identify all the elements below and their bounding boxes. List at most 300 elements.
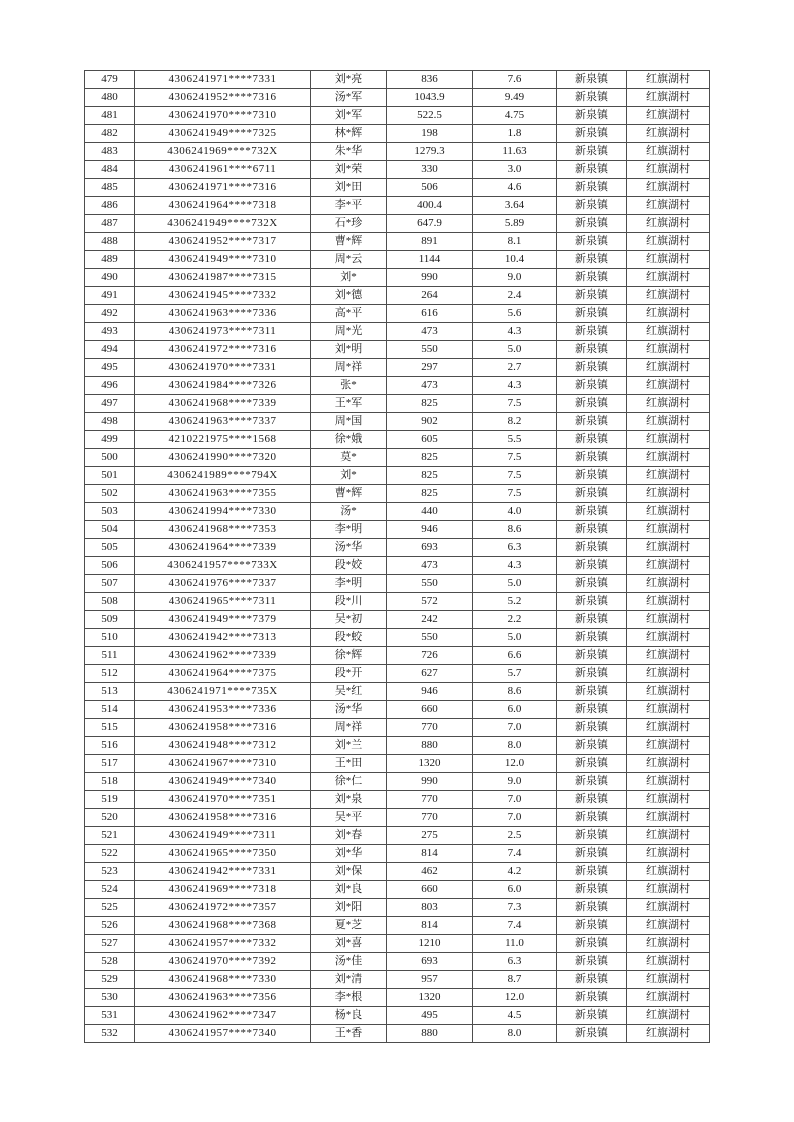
cell-amount: 770 bbox=[387, 791, 473, 809]
cell-town: 新泉镇 bbox=[557, 287, 627, 305]
table-row bbox=[85, 665, 710, 683]
cell-quantity: 7.3 bbox=[473, 899, 557, 917]
cell-village: 红旗湖村 bbox=[627, 989, 710, 1007]
cell-amount: 693 bbox=[387, 539, 473, 557]
cell-id-number: 4306241964****7375 bbox=[135, 665, 311, 683]
cell-village: 红旗湖村 bbox=[627, 395, 710, 413]
cell-village: 红旗湖村 bbox=[627, 773, 710, 791]
cell-town: 新泉镇 bbox=[557, 737, 627, 755]
cell-id-number: 4306241971****7316 bbox=[135, 179, 311, 197]
cell-quantity: 6.0 bbox=[473, 701, 557, 719]
cell-serial: 498 bbox=[85, 413, 135, 431]
cell-name: 徐*娥 bbox=[311, 431, 387, 449]
cell-amount: 891 bbox=[387, 233, 473, 251]
cell-town: 新泉镇 bbox=[557, 791, 627, 809]
cell-name: 段*蛟 bbox=[311, 629, 387, 647]
cell-name: 段*开 bbox=[311, 665, 387, 683]
cell-village: 红旗湖村 bbox=[627, 935, 710, 953]
cell-amount: 506 bbox=[387, 179, 473, 197]
table-row bbox=[85, 323, 710, 341]
cell-village: 红旗湖村 bbox=[627, 413, 710, 431]
cell-serial: 524 bbox=[85, 881, 135, 899]
cell-quantity: 2.5 bbox=[473, 827, 557, 845]
cell-village: 红旗湖村 bbox=[627, 611, 710, 629]
cell-quantity: 4.75 bbox=[473, 107, 557, 125]
cell-town: 新泉镇 bbox=[557, 827, 627, 845]
cell-village: 红旗湖村 bbox=[627, 827, 710, 845]
cell-town: 新泉镇 bbox=[557, 1025, 627, 1043]
cell-amount: 660 bbox=[387, 701, 473, 719]
cell-town: 新泉镇 bbox=[557, 881, 627, 899]
table-row bbox=[85, 953, 710, 971]
table-row bbox=[85, 1025, 710, 1043]
cell-town: 新泉镇 bbox=[557, 989, 627, 1007]
cell-serial: 499 bbox=[85, 431, 135, 449]
cell-serial: 502 bbox=[85, 485, 135, 503]
table-row bbox=[85, 89, 710, 107]
cell-village: 红旗湖村 bbox=[627, 881, 710, 899]
cell-village: 红旗湖村 bbox=[627, 305, 710, 323]
cell-village: 红旗湖村 bbox=[627, 197, 710, 215]
cell-serial: 528 bbox=[85, 953, 135, 971]
cell-name: 汤* bbox=[311, 503, 387, 521]
cell-quantity: 5.5 bbox=[473, 431, 557, 449]
cell-id-number: 4306241968****7368 bbox=[135, 917, 311, 935]
table-row bbox=[85, 539, 710, 557]
cell-quantity: 6.0 bbox=[473, 881, 557, 899]
cell-quantity: 7.0 bbox=[473, 719, 557, 737]
cell-id-number: 4306241957****7332 bbox=[135, 935, 311, 953]
cell-name: 张* bbox=[311, 377, 387, 395]
cell-name: 周*祥 bbox=[311, 719, 387, 737]
table-row bbox=[85, 251, 710, 269]
cell-quantity: 8.0 bbox=[473, 1025, 557, 1043]
cell-serial: 516 bbox=[85, 737, 135, 755]
cell-amount: 1320 bbox=[387, 755, 473, 773]
cell-town: 新泉镇 bbox=[557, 197, 627, 215]
table-row bbox=[85, 503, 710, 521]
cell-amount: 726 bbox=[387, 647, 473, 665]
cell-serial: 520 bbox=[85, 809, 135, 827]
cell-town: 新泉镇 bbox=[557, 539, 627, 557]
cell-town: 新泉镇 bbox=[557, 323, 627, 341]
cell-id-number: 4306241949****7340 bbox=[135, 773, 311, 791]
cell-amount: 330 bbox=[387, 161, 473, 179]
cell-serial: 489 bbox=[85, 251, 135, 269]
cell-serial: 482 bbox=[85, 125, 135, 143]
table-row bbox=[85, 395, 710, 413]
cell-amount: 647.9 bbox=[387, 215, 473, 233]
cell-quantity: 7.6 bbox=[473, 71, 557, 89]
cell-id-number: 4306241964****7318 bbox=[135, 197, 311, 215]
cell-town: 新泉镇 bbox=[557, 143, 627, 161]
cell-amount: 264 bbox=[387, 287, 473, 305]
cell-amount: 1144 bbox=[387, 251, 473, 269]
table-row bbox=[85, 269, 710, 287]
cell-id-number: 4306241945****7332 bbox=[135, 287, 311, 305]
cell-quantity: 7.5 bbox=[473, 485, 557, 503]
cell-id-number: 4306241973****7311 bbox=[135, 323, 311, 341]
table-row bbox=[85, 485, 710, 503]
cell-serial: 510 bbox=[85, 629, 135, 647]
cell-serial: 515 bbox=[85, 719, 135, 737]
cell-quantity: 7.5 bbox=[473, 449, 557, 467]
cell-amount: 550 bbox=[387, 629, 473, 647]
cell-village: 红旗湖村 bbox=[627, 125, 710, 143]
cell-amount: 946 bbox=[387, 521, 473, 539]
cell-name: 刘*德 bbox=[311, 287, 387, 305]
cell-id-number: 4306241962****7347 bbox=[135, 1007, 311, 1025]
cell-id-number: 4306241961****6711 bbox=[135, 161, 311, 179]
table-row bbox=[85, 719, 710, 737]
cell-id-number: 4306241972****7357 bbox=[135, 899, 311, 917]
cell-amount: 400.4 bbox=[387, 197, 473, 215]
cell-name: 吴*平 bbox=[311, 809, 387, 827]
cell-name: 夏*芝 bbox=[311, 917, 387, 935]
cell-name: 周*祥 bbox=[311, 359, 387, 377]
cell-village: 红旗湖村 bbox=[627, 467, 710, 485]
cell-id-number: 4306241972****7316 bbox=[135, 341, 311, 359]
cell-amount: 1279.3 bbox=[387, 143, 473, 161]
cell-name: 刘*华 bbox=[311, 845, 387, 863]
cell-village: 红旗湖村 bbox=[627, 737, 710, 755]
cell-town: 新泉镇 bbox=[557, 377, 627, 395]
cell-name: 王*香 bbox=[311, 1025, 387, 1043]
table-row bbox=[85, 521, 710, 539]
table-row bbox=[85, 629, 710, 647]
cell-quantity: 5.0 bbox=[473, 341, 557, 359]
cell-town: 新泉镇 bbox=[557, 467, 627, 485]
cell-quantity: 8.1 bbox=[473, 233, 557, 251]
cell-amount: 836 bbox=[387, 71, 473, 89]
table-row bbox=[85, 611, 710, 629]
cell-village: 红旗湖村 bbox=[627, 449, 710, 467]
table-row bbox=[85, 863, 710, 881]
cell-serial: 523 bbox=[85, 863, 135, 881]
cell-id-number: 4306241989****794X bbox=[135, 467, 311, 485]
cell-serial: 525 bbox=[85, 899, 135, 917]
cell-town: 新泉镇 bbox=[557, 611, 627, 629]
cell-amount: 627 bbox=[387, 665, 473, 683]
cell-amount: 660 bbox=[387, 881, 473, 899]
cell-id-number: 4306241970****7331 bbox=[135, 359, 311, 377]
cell-village: 红旗湖村 bbox=[627, 233, 710, 251]
cell-quantity: 4.6 bbox=[473, 179, 557, 197]
cell-village: 红旗湖村 bbox=[627, 287, 710, 305]
table-row bbox=[85, 179, 710, 197]
cell-id-number: 4306241942****7313 bbox=[135, 629, 311, 647]
cell-village: 红旗湖村 bbox=[627, 143, 710, 161]
cell-amount: 803 bbox=[387, 899, 473, 917]
cell-serial: 532 bbox=[85, 1025, 135, 1043]
cell-village: 红旗湖村 bbox=[627, 485, 710, 503]
cell-town: 新泉镇 bbox=[557, 935, 627, 953]
cell-amount: 242 bbox=[387, 611, 473, 629]
cell-town: 新泉镇 bbox=[557, 971, 627, 989]
cell-village: 红旗湖村 bbox=[627, 971, 710, 989]
cell-quantity: 1.8 bbox=[473, 125, 557, 143]
cell-town: 新泉镇 bbox=[557, 809, 627, 827]
cell-quantity: 8.6 bbox=[473, 683, 557, 701]
cell-serial: 522 bbox=[85, 845, 135, 863]
table-row bbox=[85, 1007, 710, 1025]
table-row bbox=[85, 125, 710, 143]
cell-amount: 198 bbox=[387, 125, 473, 143]
cell-id-number: 4306241958****7316 bbox=[135, 719, 311, 737]
cell-amount: 550 bbox=[387, 341, 473, 359]
cell-serial: 491 bbox=[85, 287, 135, 305]
cell-id-number: 4306241953****7336 bbox=[135, 701, 311, 719]
cell-amount: 1043.9 bbox=[387, 89, 473, 107]
cell-town: 新泉镇 bbox=[557, 701, 627, 719]
cell-quantity: 7.0 bbox=[473, 809, 557, 827]
cell-name: 刘*保 bbox=[311, 863, 387, 881]
cell-village: 红旗湖村 bbox=[627, 107, 710, 125]
table-row bbox=[85, 233, 710, 251]
cell-quantity: 6.3 bbox=[473, 953, 557, 971]
cell-quantity: 7.0 bbox=[473, 791, 557, 809]
table-row bbox=[85, 647, 710, 665]
cell-quantity: 9.0 bbox=[473, 269, 557, 287]
cell-name: 李*根 bbox=[311, 989, 387, 1007]
cell-village: 红旗湖村 bbox=[627, 323, 710, 341]
cell-serial: 504 bbox=[85, 521, 135, 539]
cell-id-number: 4306241962****7339 bbox=[135, 647, 311, 665]
cell-town: 新泉镇 bbox=[557, 503, 627, 521]
cell-serial: 511 bbox=[85, 647, 135, 665]
cell-serial: 492 bbox=[85, 305, 135, 323]
cell-serial: 493 bbox=[85, 323, 135, 341]
cell-amount: 462 bbox=[387, 863, 473, 881]
cell-amount: 814 bbox=[387, 845, 473, 863]
cell-id-number: 4306241952****7316 bbox=[135, 89, 311, 107]
cell-id-number: 4306241968****7339 bbox=[135, 395, 311, 413]
cell-village: 红旗湖村 bbox=[627, 431, 710, 449]
cell-town: 新泉镇 bbox=[557, 1007, 627, 1025]
cell-name: 李*明 bbox=[311, 575, 387, 593]
cell-id-number: 4306241942****7331 bbox=[135, 863, 311, 881]
cell-id-number: 4306241965****7350 bbox=[135, 845, 311, 863]
cell-quantity: 4.3 bbox=[473, 377, 557, 395]
cell-quantity: 6.6 bbox=[473, 647, 557, 665]
cell-quantity: 5.7 bbox=[473, 665, 557, 683]
table-row bbox=[85, 341, 710, 359]
cell-quantity: 12.0 bbox=[473, 755, 557, 773]
cell-village: 红旗湖村 bbox=[627, 215, 710, 233]
cell-name: 刘*兰 bbox=[311, 737, 387, 755]
cell-quantity: 4.5 bbox=[473, 1007, 557, 1025]
cell-serial: 503 bbox=[85, 503, 135, 521]
cell-id-number: 4306241971****735X bbox=[135, 683, 311, 701]
cell-town: 新泉镇 bbox=[557, 305, 627, 323]
subsidy-table bbox=[84, 70, 710, 1043]
cell-town: 新泉镇 bbox=[557, 413, 627, 431]
cell-quantity: 2.7 bbox=[473, 359, 557, 377]
cell-serial: 512 bbox=[85, 665, 135, 683]
cell-village: 红旗湖村 bbox=[627, 755, 710, 773]
cell-name: 曹*辉 bbox=[311, 485, 387, 503]
cell-town: 新泉镇 bbox=[557, 215, 627, 233]
table-row bbox=[85, 899, 710, 917]
cell-name: 石*珍 bbox=[311, 215, 387, 233]
cell-quantity: 5.0 bbox=[473, 575, 557, 593]
cell-serial: 500 bbox=[85, 449, 135, 467]
cell-name: 刘* bbox=[311, 467, 387, 485]
cell-town: 新泉镇 bbox=[557, 575, 627, 593]
table-row bbox=[85, 467, 710, 485]
cell-village: 红旗湖村 bbox=[627, 269, 710, 287]
cell-name: 刘*明 bbox=[311, 341, 387, 359]
cell-serial: 507 bbox=[85, 575, 135, 593]
cell-serial: 508 bbox=[85, 593, 135, 611]
cell-village: 红旗湖村 bbox=[627, 665, 710, 683]
cell-id-number: 4306241952****7317 bbox=[135, 233, 311, 251]
cell-quantity: 3.64 bbox=[473, 197, 557, 215]
cell-village: 红旗湖村 bbox=[627, 791, 710, 809]
cell-village: 红旗湖村 bbox=[627, 701, 710, 719]
cell-id-number: 4306241970****7351 bbox=[135, 791, 311, 809]
cell-id-number: 4306241971****7331 bbox=[135, 71, 311, 89]
cell-serial: 486 bbox=[85, 197, 135, 215]
cell-town: 新泉镇 bbox=[557, 665, 627, 683]
cell-town: 新泉镇 bbox=[557, 593, 627, 611]
cell-name: 刘*喜 bbox=[311, 935, 387, 953]
cell-name: 汤*华 bbox=[311, 701, 387, 719]
cell-serial: 488 bbox=[85, 233, 135, 251]
cell-town: 新泉镇 bbox=[557, 251, 627, 269]
cell-id-number: 4306241949****7311 bbox=[135, 827, 311, 845]
cell-serial: 505 bbox=[85, 539, 135, 557]
cell-quantity: 2.2 bbox=[473, 611, 557, 629]
cell-quantity: 11.0 bbox=[473, 935, 557, 953]
cell-name: 刘*清 bbox=[311, 971, 387, 989]
table-row bbox=[85, 791, 710, 809]
cell-serial: 513 bbox=[85, 683, 135, 701]
cell-id-number: 4306241949****7310 bbox=[135, 251, 311, 269]
cell-village: 红旗湖村 bbox=[627, 593, 710, 611]
cell-id-number: 4306241963****7337 bbox=[135, 413, 311, 431]
cell-name: 刘*田 bbox=[311, 179, 387, 197]
cell-id-number: 4210221975****1568 bbox=[135, 431, 311, 449]
cell-village: 红旗湖村 bbox=[627, 359, 710, 377]
cell-town: 新泉镇 bbox=[557, 269, 627, 287]
table-row bbox=[85, 755, 710, 773]
cell-id-number: 4306241990****7320 bbox=[135, 449, 311, 467]
cell-amount: 990 bbox=[387, 269, 473, 287]
cell-town: 新泉镇 bbox=[557, 953, 627, 971]
cell-name: 汤*军 bbox=[311, 89, 387, 107]
cell-amount: 473 bbox=[387, 557, 473, 575]
table-row bbox=[85, 701, 710, 719]
cell-name: 刘*春 bbox=[311, 827, 387, 845]
cell-village: 红旗湖村 bbox=[627, 161, 710, 179]
cell-amount: 825 bbox=[387, 485, 473, 503]
cell-town: 新泉镇 bbox=[557, 719, 627, 737]
cell-serial: 531 bbox=[85, 1007, 135, 1025]
cell-village: 红旗湖村 bbox=[627, 1007, 710, 1025]
cell-id-number: 4306241976****7337 bbox=[135, 575, 311, 593]
cell-serial: 497 bbox=[85, 395, 135, 413]
table-row bbox=[85, 575, 710, 593]
cell-name: 刘*亮 bbox=[311, 71, 387, 89]
cell-id-number: 4306241965****7311 bbox=[135, 593, 311, 611]
cell-quantity: 12.0 bbox=[473, 989, 557, 1007]
cell-town: 新泉镇 bbox=[557, 557, 627, 575]
cell-amount: 825 bbox=[387, 467, 473, 485]
cell-amount: 572 bbox=[387, 593, 473, 611]
cell-quantity: 7.4 bbox=[473, 845, 557, 863]
cell-town: 新泉镇 bbox=[557, 647, 627, 665]
cell-amount: 957 bbox=[387, 971, 473, 989]
table-row bbox=[85, 143, 710, 161]
cell-quantity: 9.49 bbox=[473, 89, 557, 107]
cell-town: 新泉镇 bbox=[557, 917, 627, 935]
cell-town: 新泉镇 bbox=[557, 71, 627, 89]
cell-id-number: 4306241957****733X bbox=[135, 557, 311, 575]
cell-town: 新泉镇 bbox=[557, 683, 627, 701]
cell-quantity: 5.2 bbox=[473, 593, 557, 611]
cell-town: 新泉镇 bbox=[557, 341, 627, 359]
cell-town: 新泉镇 bbox=[557, 161, 627, 179]
cell-serial: 481 bbox=[85, 107, 135, 125]
table-row bbox=[85, 683, 710, 701]
cell-village: 红旗湖村 bbox=[627, 863, 710, 881]
cell-town: 新泉镇 bbox=[557, 629, 627, 647]
cell-amount: 297 bbox=[387, 359, 473, 377]
table-row bbox=[85, 773, 710, 791]
cell-amount: 902 bbox=[387, 413, 473, 431]
cell-village: 红旗湖村 bbox=[627, 845, 710, 863]
table-row bbox=[85, 161, 710, 179]
table-row bbox=[85, 845, 710, 863]
cell-quantity: 9.0 bbox=[473, 773, 557, 791]
cell-quantity: 6.3 bbox=[473, 539, 557, 557]
cell-village: 红旗湖村 bbox=[627, 683, 710, 701]
cell-serial: 526 bbox=[85, 917, 135, 935]
table-row bbox=[85, 359, 710, 377]
table-row bbox=[85, 107, 710, 125]
cell-town: 新泉镇 bbox=[557, 395, 627, 413]
table-row bbox=[85, 935, 710, 953]
table-row bbox=[85, 449, 710, 467]
table-row bbox=[85, 809, 710, 827]
cell-name: 汤*华 bbox=[311, 539, 387, 557]
cell-amount: 990 bbox=[387, 773, 473, 791]
cell-name: 徐*辉 bbox=[311, 647, 387, 665]
cell-serial: 484 bbox=[85, 161, 135, 179]
cell-serial: 514 bbox=[85, 701, 135, 719]
cell-amount: 880 bbox=[387, 737, 473, 755]
table-row bbox=[85, 71, 710, 89]
cell-town: 新泉镇 bbox=[557, 431, 627, 449]
cell-amount: 522.5 bbox=[387, 107, 473, 125]
cell-quantity: 5.89 bbox=[473, 215, 557, 233]
cell-village: 红旗湖村 bbox=[627, 251, 710, 269]
cell-name: 刘*军 bbox=[311, 107, 387, 125]
cell-serial: 530 bbox=[85, 989, 135, 1007]
cell-id-number: 4306241948****7312 bbox=[135, 737, 311, 755]
cell-serial: 479 bbox=[85, 71, 135, 89]
cell-name: 刘*阳 bbox=[311, 899, 387, 917]
cell-amount: 440 bbox=[387, 503, 473, 521]
cell-serial: 490 bbox=[85, 269, 135, 287]
cell-village: 红旗湖村 bbox=[627, 917, 710, 935]
cell-amount: 275 bbox=[387, 827, 473, 845]
cell-quantity: 10.4 bbox=[473, 251, 557, 269]
cell-name: 刘*泉 bbox=[311, 791, 387, 809]
cell-name: 王*军 bbox=[311, 395, 387, 413]
cell-serial: 483 bbox=[85, 143, 135, 161]
